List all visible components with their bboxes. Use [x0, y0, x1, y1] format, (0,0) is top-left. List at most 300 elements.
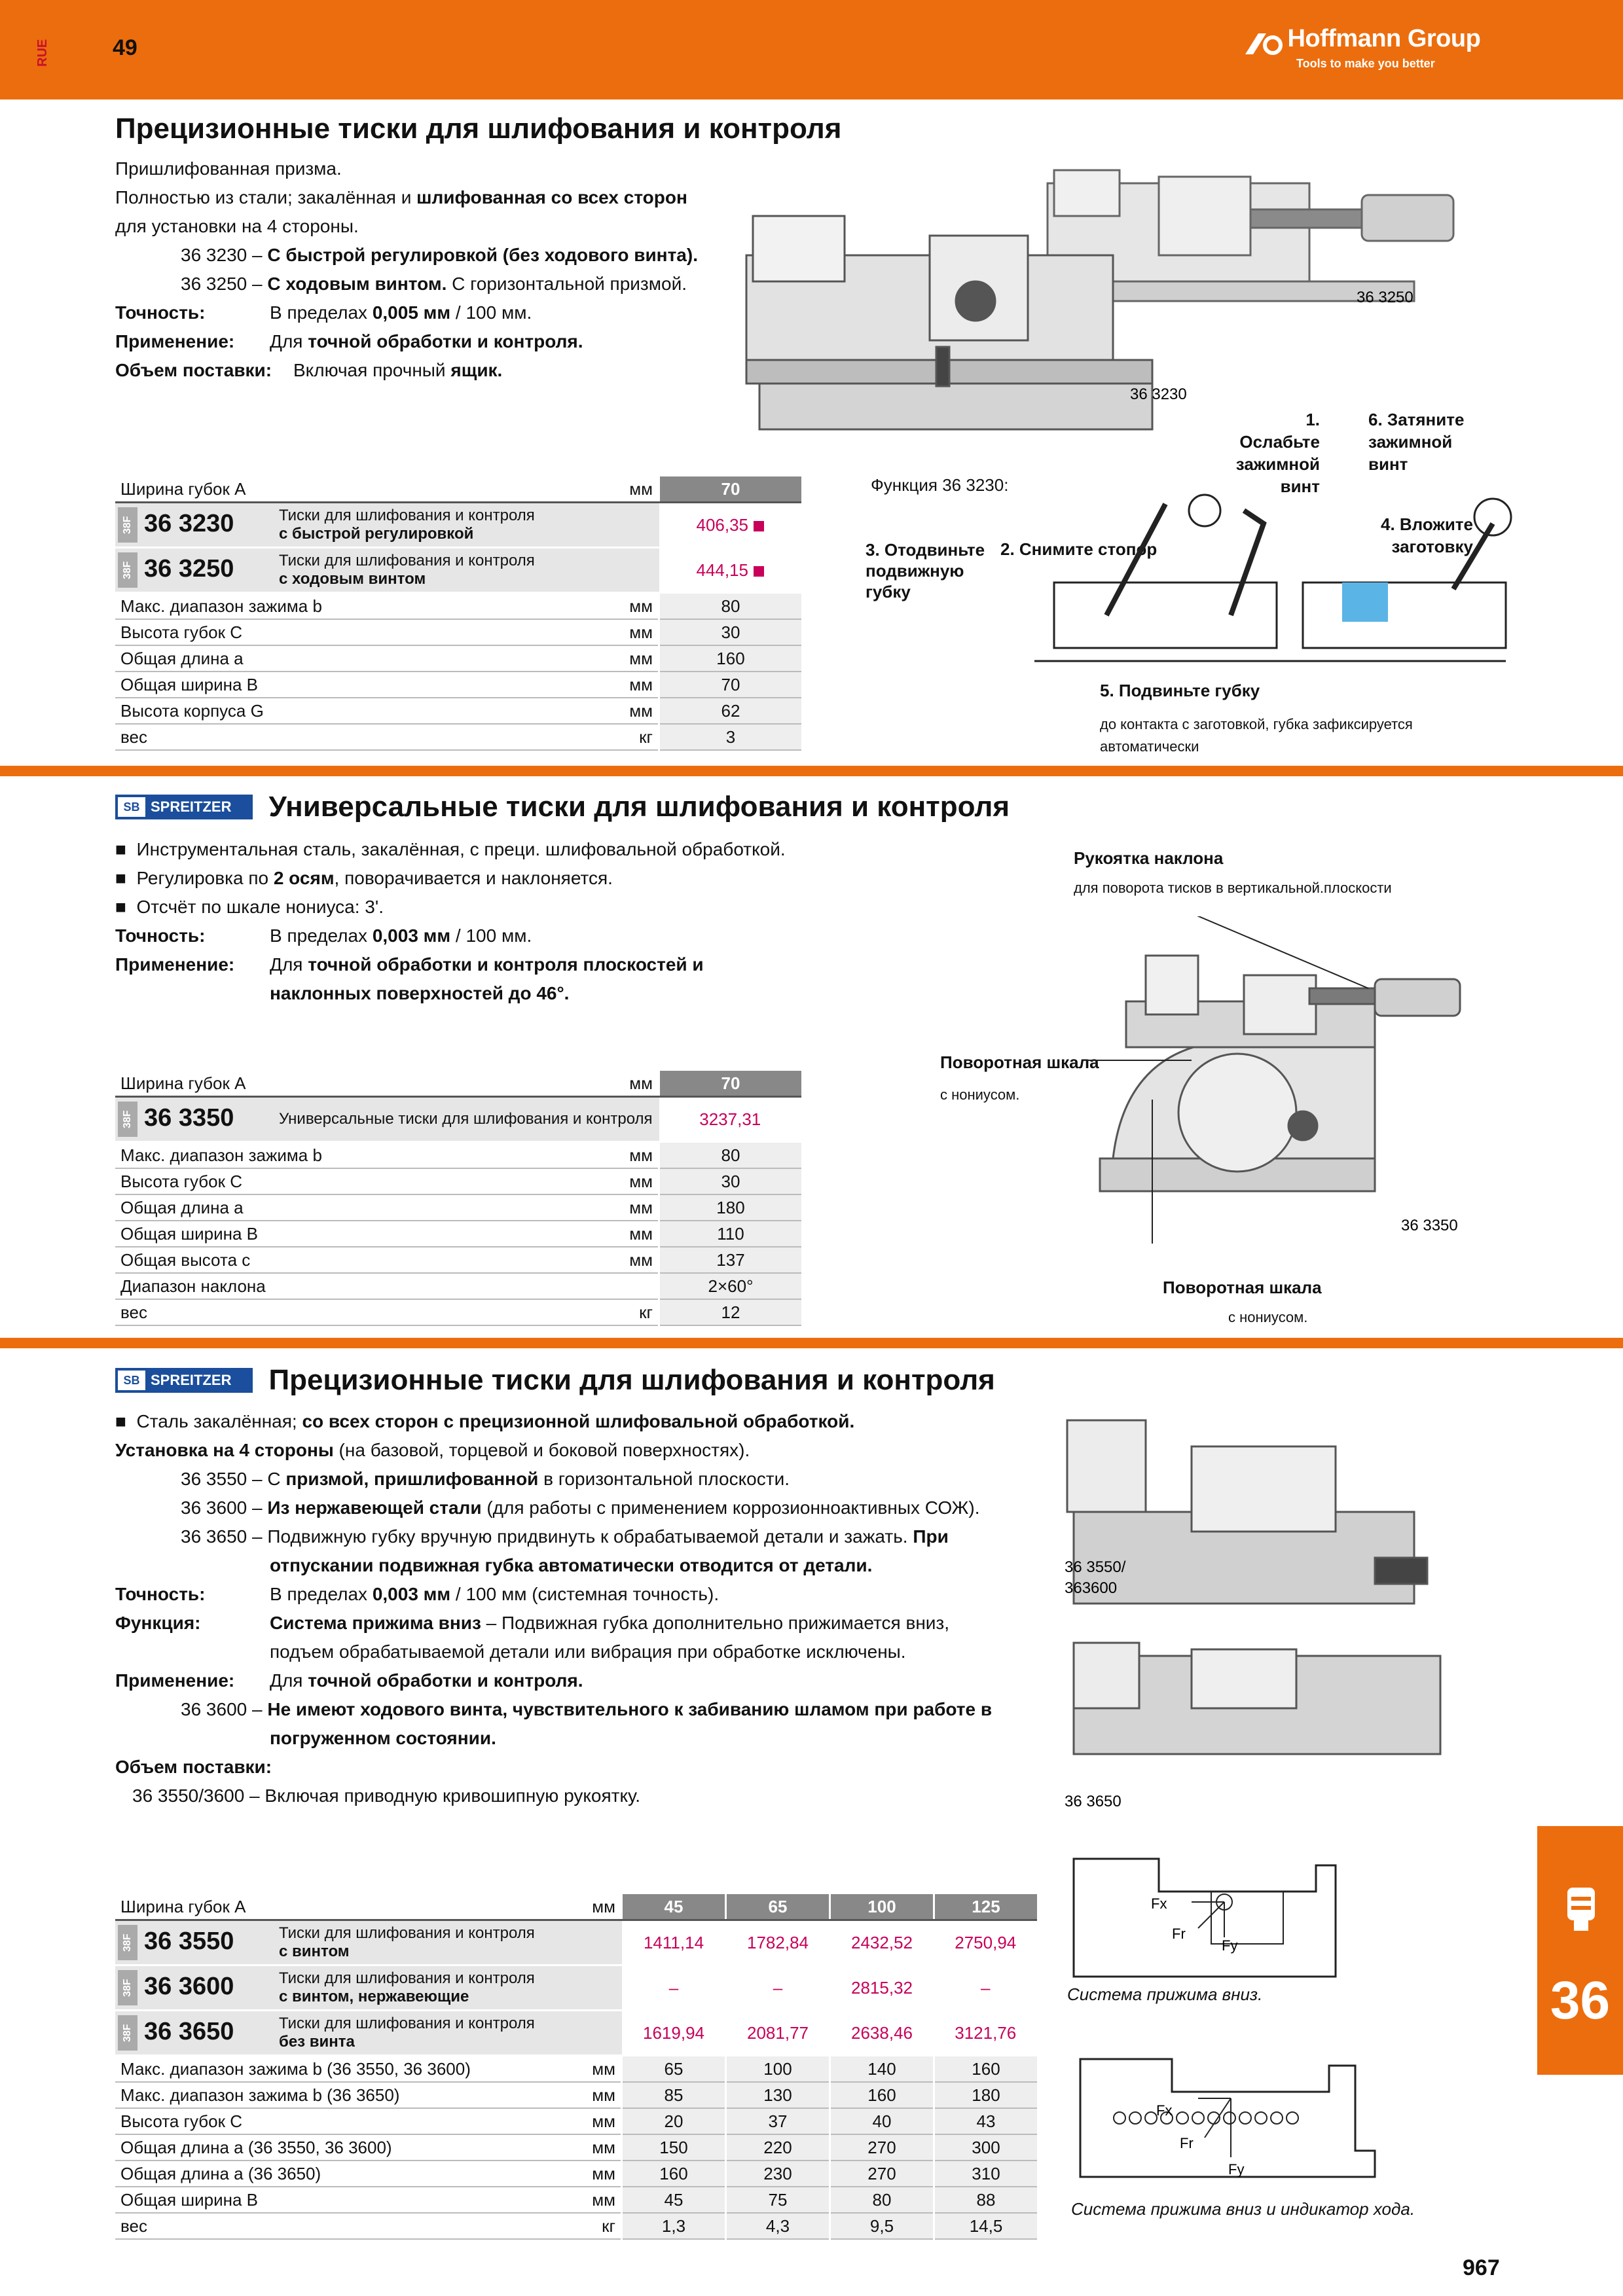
spec-label: Макс. диапазон зажима b (36 3550, 36 3600) [115, 2056, 570, 2083]
spec-row [115, 2056, 1037, 2083]
variant-text: С горизонтальной призмой. [447, 274, 687, 294]
header-unit: мм [507, 476, 659, 503]
product-description [274, 548, 659, 593]
application-label: Применение: [115, 331, 235, 351]
article-tag: 38F [118, 2015, 137, 2051]
step-5-label: 5. Подвиньте губку [1100, 681, 1260, 700]
application-bold: точной обработки и контроля. [308, 1670, 583, 1691]
spreitzer-name: SPREITZER [151, 798, 232, 815]
desc-bold: без винта [279, 2033, 355, 2051]
force-fr: Fr [1172, 1926, 1186, 1942]
product-row[interactable] [115, 1920, 1037, 1965]
spec-unit: мм [507, 593, 659, 620]
header-label: Ширина губок A [115, 1894, 570, 1920]
spec-value: 43 [934, 2108, 1038, 2134]
accuracy-unit: / 100 мм. [450, 302, 532, 323]
delivery-label: Объем поставки: [115, 360, 272, 380]
product-description [274, 503, 659, 548]
spec-label: Высота губок C [115, 1168, 507, 1194]
step-6-label: 6. Затяните зажимной винт [1368, 410, 1465, 474]
spec-unit: мм [507, 619, 659, 645]
spec-unit: мм [507, 1247, 659, 1273]
accuracy-label: Точность: [115, 1584, 206, 1604]
spreitzer-name: SPREITZER [151, 1372, 232, 1388]
spec-value: 30 [659, 1168, 802, 1194]
delivery-bold: ящик. [450, 360, 503, 380]
delivery-line [115, 356, 698, 385]
brand-tagline: Tools to make you better [1296, 56, 1435, 70]
spec-label: Общая ширина B [115, 2187, 570, 2213]
product-row[interactable] [115, 503, 801, 548]
spec-value: 80 [830, 2187, 934, 2213]
bullet-text: , поворачивается и наклоняется. [334, 868, 613, 888]
product-row[interactable] [115, 2011, 1037, 2056]
spec-unit: мм [507, 672, 659, 698]
price-value: – [934, 1965, 1038, 2011]
spec-row [115, 1168, 801, 1194]
desc-bold: с ходовым винтом [279, 570, 426, 588]
header-value: 100 [830, 1894, 934, 1920]
workpiece-block [1342, 583, 1388, 622]
variant-text: в горизонтальной плоскости. [538, 1469, 790, 1489]
scale-label-1: Поворотная шкала [940, 1052, 1099, 1072]
universal-vise-image [1087, 916, 1506, 1244]
price-value: 1411,14 [622, 1920, 726, 1965]
article-tag: 38F [118, 507, 137, 543]
order-square-icon[interactable] [754, 566, 764, 577]
desc-line: для установки на 4 стороны. [115, 216, 359, 236]
spreitzer-mark-icon: SB [118, 797, 145, 817]
spec-value: 150 [622, 2134, 726, 2161]
variant-text: Подвижную губку вручную придвинуть к обрабатываемой детали и зажать. [267, 1526, 913, 1547]
spec-label: Макс. диапазон зажима b [115, 1142, 507, 1169]
header-value: 45 [622, 1894, 726, 1920]
article-code: 36 3230 [144, 510, 234, 538]
application-text: Для [270, 954, 308, 975]
section-divider [0, 1338, 1623, 1348]
spec-value: 110 [659, 1221, 802, 1247]
spec-row [115, 698, 801, 724]
desc-text: (на базовой, торцевой и боковой поверхностях). [333, 1440, 750, 1460]
section1-title: Прецизионные тиски для шлифования и контроля [115, 113, 842, 145]
spec-row [115, 593, 801, 620]
function-text: подъем обрабатываемой детали или вибрация при обработке исключены. [270, 1641, 906, 1662]
spec-value: 230 [726, 2161, 830, 2187]
variant-text: С быстрой регулировкой (без ходового винта). [267, 245, 698, 265]
product-row[interactable] [115, 548, 801, 593]
spec-value: 4,3 [726, 2213, 830, 2239]
spec-value: 160 [830, 2082, 934, 2108]
price-value: 1619,94 [622, 2011, 726, 2056]
desc-line: Тиски для шлифования и контроля [279, 1969, 535, 1987]
bullet-bold: со всех сторон с прецизионной шлифовальной обработкой. [302, 1411, 855, 1431]
bullet-text: Инструментальная сталь, закалённая, с преци. шлифовальной обработкой. [136, 839, 786, 859]
spec-value: 1,3 [622, 2213, 726, 2239]
image-label-363600: 363600 [1065, 1579, 1118, 1597]
accuracy-label: Точность: [115, 302, 206, 323]
accuracy-unit: / 100 мм (системная точность). [450, 1584, 720, 1604]
function-text: – Подвижная губка дополнительно прижимается вниз, [481, 1613, 950, 1633]
spec-label: Общая длина a [115, 645, 507, 672]
desc-bold: шлифованная со всех сторон [416, 187, 687, 207]
accuracy-value: 0,003 мм [372, 925, 451, 946]
desc-bold: с винтом [279, 1943, 350, 1960]
price-value: 3237,31 [659, 1097, 802, 1142]
brand-name: Hoffmann Group [1287, 25, 1481, 52]
spec-row [115, 645, 801, 672]
article-code: 36 3650 [144, 2018, 234, 2046]
desc-line: Тиски для шлифования и контроля [279, 552, 535, 569]
article-code: 36 3350 [144, 1104, 234, 1132]
product-description [274, 1920, 622, 1965]
spec-label: Общая длина a (36 3550, 36 3600) [115, 2134, 570, 2161]
bullet-text: Сталь закалённая; [136, 1411, 302, 1431]
desc-line: Пришлифованная призма. [115, 158, 342, 179]
spec-value: 62 [659, 698, 802, 724]
spreitzer-logo [115, 1368, 253, 1393]
vise-product-image [740, 157, 1473, 465]
spec-row [115, 2134, 1037, 2161]
desc-line: Тиски для шлифования и контроля [279, 507, 535, 524]
delivery-text: Включая прочный [293, 360, 451, 380]
spec-row [115, 1299, 801, 1325]
spec-value: 40 [830, 2108, 934, 2134]
accuracy-text: В пределах [270, 925, 373, 946]
clamping-diagram-2 [1067, 2046, 1388, 2190]
spec-value: 30 [659, 619, 802, 645]
spec-row [115, 2161, 1037, 2187]
price-value: – [622, 1965, 726, 2011]
spec-label: Высота губок C [115, 619, 507, 645]
bullet-line: ■ Сталь закалённая; со всех сторон с прецизионной шлифовальной обработкой. [115, 1411, 855, 1431]
spec-value: 37 [726, 2108, 830, 2134]
section2-description [115, 835, 786, 1008]
application-line [115, 1666, 992, 1695]
spec-unit: мм [507, 1168, 659, 1194]
application-line [115, 327, 698, 356]
desc-bold: с быстрой регулировкой [279, 525, 474, 543]
spec-label: Общая длина a (36 3650) [115, 2161, 570, 2187]
header-unit: мм [570, 1894, 621, 1920]
variant-text: (для работы с применением коррозионноактивных СОЖ). [481, 1498, 980, 1518]
image-label-363650: 36 3650 [1065, 1793, 1122, 1810]
variant-line [115, 241, 698, 270]
application-text: Для [270, 331, 308, 351]
section1-spec-table [115, 476, 801, 751]
step-5-note: до контакта с заготовкой, губка зафиксируется автоматически [1100, 716, 1413, 755]
function-title: Функция 36 3230: [871, 475, 1009, 495]
header-value: 125 [934, 1894, 1038, 1920]
force-fx: Fx [1151, 1895, 1167, 1912]
price-value: 2081,77 [726, 2011, 830, 2056]
variant-line [115, 1494, 992, 1522]
desc-text: Полностью из стали; закалённая и [115, 187, 417, 207]
bullet-line: ■ Регулировка по 2 осям, поворачивается и наклоняется. [115, 868, 613, 888]
force-fx: Fx [1156, 2102, 1173, 2119]
variant-line [115, 1465, 992, 1494]
clamping-diagram-1 [1067, 1852, 1342, 1983]
desc-line [115, 183, 698, 212]
note-bold: погруженном состоянии. [270, 1728, 496, 1748]
spec-row [115, 1142, 801, 1169]
article-code: 36 3550 [144, 1928, 234, 1956]
variant-code: 36 3550 – [181, 1469, 263, 1489]
note-code: 36 3600 – [181, 1699, 263, 1719]
spec-value: 180 [934, 2082, 1038, 2108]
handle-label: Рукоятка наклона [1074, 848, 1224, 868]
spec-unit: мм [507, 645, 659, 672]
page-number: 967 [1463, 2255, 1500, 2280]
force-fy: Fy [1228, 2161, 1245, 2178]
spec-value: 3 [659, 724, 802, 750]
delivery-label: Объем поставки: [115, 1757, 272, 1777]
variant-code: 36 3250 – [181, 274, 263, 294]
spec-unit: мм [570, 2161, 621, 2187]
price-cell [659, 548, 802, 593]
variant-code: 36 3650 – [181, 1526, 263, 1547]
force-fr: Fr [1180, 2135, 1194, 2151]
variant-bold: призмой, пришлифованной [285, 1469, 539, 1489]
table-header-row [115, 1071, 801, 1097]
accuracy-unit: / 100 мм. [450, 925, 532, 946]
bullet-line: ■ Отсчёт по шкале нониуса: 3'. [115, 897, 384, 917]
price-value: 2750,94 [934, 1920, 1038, 1965]
spec-value: 220 [726, 2134, 830, 2161]
image-label-363350: 36 3350 [1401, 1217, 1458, 1234]
precision-vise-images [1061, 1407, 1480, 1826]
spec-row [115, 2108, 1037, 2134]
header-value: 65 [726, 1894, 830, 1920]
spec-value: 85 [622, 2082, 726, 2108]
spec-value: 75 [726, 2187, 830, 2213]
function-diagram [1034, 484, 1512, 681]
spec-unit: мм [570, 2056, 621, 2083]
spec-value: 80 [659, 593, 802, 620]
spec-value: 180 [659, 1194, 802, 1221]
spec-value: 310 [934, 2161, 1038, 2187]
section2-spec-table [115, 1071, 801, 1326]
step-3-label: 3. Отодвиньте подвижную губку [866, 540, 985, 601]
product-row[interactable] [115, 1965, 1037, 2011]
image-label-363250: 36 3250 [1357, 289, 1413, 306]
spreitzer-mark-icon: SB [118, 1371, 145, 1390]
desc-bold: с винтом, нержавеющие [279, 1988, 469, 2005]
chapter-number: 36 [1550, 1971, 1611, 2030]
spreitzer-logo [115, 795, 253, 819]
spec-unit: мм [570, 2134, 621, 2161]
article-number [115, 1097, 274, 1142]
spec-unit: кг [507, 1299, 659, 1325]
price-value: 406,35 [696, 514, 749, 535]
section3-heading [115, 1364, 995, 1397]
spec-value: 12 [659, 1299, 802, 1325]
bullet-text: Регулировка по [136, 868, 274, 888]
accuracy-value: 0,003 мм [372, 1584, 451, 1604]
spec-value: 140 [830, 2056, 934, 2083]
section3-spec-table [115, 1894, 1037, 2240]
header-unit: мм [507, 1071, 659, 1097]
spec-unit: мм [507, 1194, 659, 1221]
accuracy-line [115, 298, 698, 327]
desc-bold: Установка на 4 стороны [115, 1440, 334, 1460]
bullet-bold: 2 осям [273, 868, 335, 888]
variant-bold: При [913, 1526, 949, 1547]
accuracy-line [115, 922, 786, 950]
brand-logo [1244, 25, 1480, 71]
application-bold: наклонных поверхностей до 46°. [270, 983, 570, 1003]
spec-row [115, 1221, 801, 1247]
spec-row [115, 2082, 1037, 2108]
function-line [115, 1609, 992, 1638]
spec-row [115, 2187, 1037, 2213]
spec-label: Высота губок C [115, 2108, 570, 2134]
product-description: Универсальные тиски для шлифования и контроля [274, 1097, 659, 1142]
handle-note: для поворота тисков в вертикальной.плоскости [1074, 880, 1392, 896]
desc-line [115, 1436, 992, 1465]
spec-value: 70 [659, 672, 802, 698]
spec-value: 20 [622, 2108, 726, 2134]
article-code: 36 3600 [144, 1973, 234, 2001]
variant-bold: Из нержавеющей стали [267, 1498, 482, 1518]
spec-value: 137 [659, 1247, 802, 1273]
spec-unit: кг [570, 2213, 621, 2239]
article-number [115, 1965, 274, 2011]
variant-code: 36 3230 – [181, 245, 263, 265]
variant-code: 36 3600 – [181, 1498, 263, 1518]
step-4-label: 4. Вложите заготовку [1380, 514, 1473, 556]
article-tag: 38F [118, 1970, 137, 2005]
article-tag: 38F [118, 552, 137, 588]
spec-label: Высота корпуса G [115, 698, 507, 724]
spec-value: 14,5 [934, 2213, 1038, 2239]
spec-row [115, 672, 801, 698]
spec-value: 160 [659, 645, 802, 672]
delivery-line [115, 1782, 992, 1810]
product-row[interactable] [115, 1097, 801, 1142]
spec-value: 45 [622, 2187, 726, 2213]
spec-row [115, 1194, 801, 1221]
note-line [115, 1695, 992, 1724]
spec-label: Общая длина a [115, 1194, 507, 1221]
header-value: 70 [659, 476, 802, 503]
logo-mark-icon [1244, 32, 1285, 56]
spec-row [115, 619, 801, 645]
price-value: 3121,76 [934, 2011, 1038, 2056]
delivery-text: Включая приводную кривошипную рукоятку. [264, 1785, 640, 1806]
image-label-363550: 36 3550/ [1065, 1558, 1126, 1576]
price-value: – [726, 1965, 830, 2011]
spec-row [115, 2213, 1037, 2239]
product-description [274, 2011, 622, 2056]
chapter-side-tab[interactable] [1537, 1826, 1623, 2075]
section2-title: Универсальные тиски для шлифования и контроля [268, 791, 1010, 823]
article-number [115, 548, 274, 593]
spec-unit: мм [507, 698, 659, 724]
spec-unit: кг [507, 724, 659, 750]
price-value: 2815,32 [830, 1965, 934, 2011]
spec-row [115, 1247, 801, 1273]
desc-line: Тиски для шлифования и контроля [279, 2015, 535, 2032]
application-bold: точной обработки и контроля плоскостей и [308, 954, 704, 975]
spec-label: вес [115, 724, 507, 750]
bullet-line: ■ Инструментальная сталь, закалённая, с преци. шлифовальной обработкой. [115, 839, 786, 859]
article-code: 36 3250 [144, 555, 234, 583]
accuracy-text: В пределах [270, 302, 373, 323]
step-2-label: 2. Снимите стопор [1000, 539, 1158, 559]
spec-value: 270 [830, 2134, 934, 2161]
spec-value: 160 [622, 2161, 726, 2187]
application-bold: точной обработки и контроля. [308, 331, 583, 351]
variant-bold: С ходовым винтом. [267, 274, 447, 294]
price-value: 1782,84 [726, 1920, 830, 1965]
article-tag: 38F [118, 1102, 137, 1137]
force-fy: Fy [1222, 1937, 1238, 1954]
application-label: Применение: [115, 954, 235, 975]
spec-value: 270 [830, 2161, 934, 2187]
bullet-text: Отсчёт по шкале нониуса: 3'. [136, 897, 384, 917]
price-value: 2638,46 [830, 2011, 934, 2056]
vise-chapter-icon [1563, 1881, 1599, 1933]
function-bold: Система прижима вниз [270, 1613, 481, 1633]
diagram-1-caption: Система прижима вниз. [1067, 1984, 1263, 2004]
spec-unit: мм [507, 1142, 659, 1169]
spec-value: 130 [726, 2082, 830, 2108]
accuracy-label: Точность: [115, 925, 206, 946]
price-value: 2432,52 [830, 1920, 934, 1965]
spec-unit [507, 1273, 659, 1299]
order-square-icon[interactable] [754, 521, 764, 531]
accuracy-line [115, 1580, 992, 1609]
variant-line [115, 1522, 992, 1551]
spec-value: 9,5 [830, 2213, 934, 2239]
spec-value: 65 [622, 2056, 726, 2083]
spec-row [115, 724, 801, 750]
scale-note-2: с нониусом. [1228, 1309, 1308, 1325]
article-tag: 38F [118, 1925, 137, 1960]
application-line [115, 950, 786, 979]
accuracy-value: 0,005 мм [372, 302, 451, 323]
section-divider [0, 766, 1623, 776]
article-number [115, 1920, 274, 1965]
spec-label: вес [115, 1299, 507, 1325]
header-side-label: RUE [35, 39, 50, 67]
section3-description [115, 1407, 992, 1810]
note-bold: Не имеют ходового винта, чувствительного к забиванию шламом при работе в [267, 1699, 993, 1719]
price-cell [659, 503, 802, 548]
accuracy-text: В пределах [270, 1584, 373, 1604]
article-number [115, 503, 274, 548]
section2-heading [115, 791, 1010, 823]
diagram-2-caption: Система прижима вниз и индикатор хода. [1071, 2199, 1415, 2219]
application-label: Применение: [115, 1670, 235, 1691]
article-number [115, 2011, 274, 2056]
function-label: Функция: [115, 1613, 201, 1633]
application-text: Для [270, 1670, 308, 1691]
section1-description [115, 154, 698, 385]
header-label: Ширина губок A [115, 1071, 507, 1097]
spec-label: Общая ширина B [115, 1221, 507, 1247]
section3-title: Прецизионные тиски для шлифования и контроля [268, 1364, 995, 1396]
header-section-number: 49 [113, 35, 137, 60]
header-value: 70 [659, 1071, 802, 1097]
spec-label: Общая ширина B [115, 672, 507, 698]
table-header-row [115, 476, 801, 503]
scale-note-1: с нониусом. [940, 1086, 1020, 1103]
image-label-363230: 36 3230 [1130, 386, 1187, 403]
spec-value: 2×60° [659, 1273, 802, 1299]
variant-text: С [267, 1469, 286, 1489]
spec-label: Макс. диапазон зажима b [115, 593, 507, 620]
